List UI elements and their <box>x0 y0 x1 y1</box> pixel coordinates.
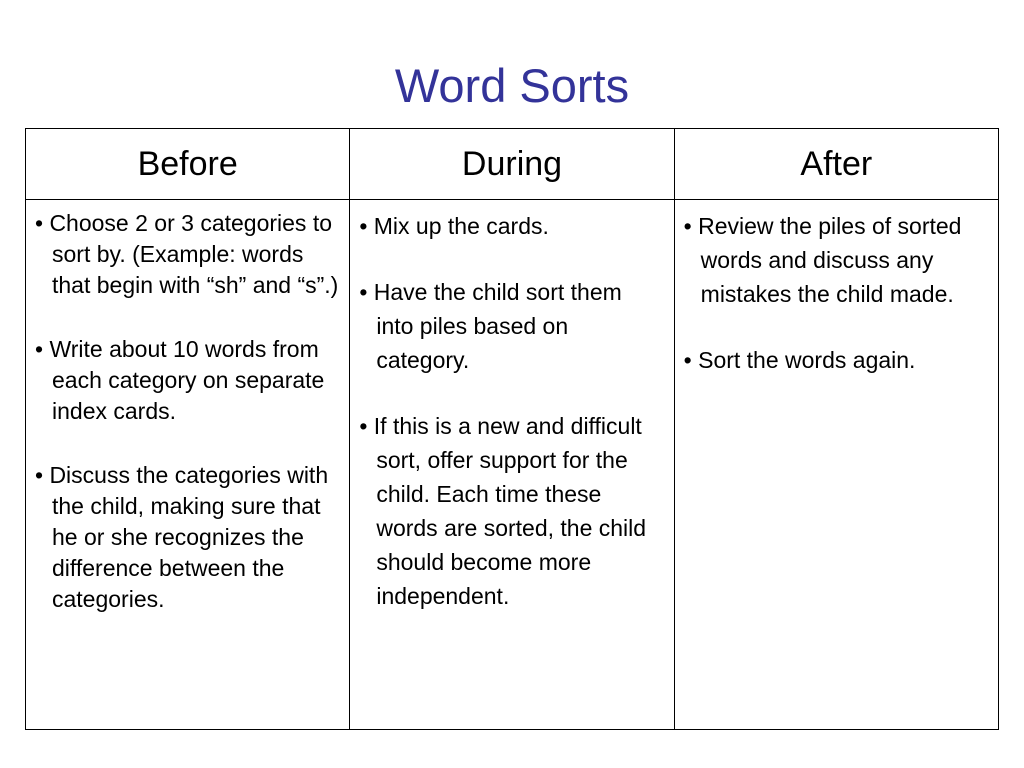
before-item: • Choose 2 or 3 categories to sort by. (Example: words that begin with “sh” and “s”.) <box>35 210 339 298</box>
after-item: • Sort the words again. <box>683 347 916 373</box>
during-cell <box>350 200 674 730</box>
during-item: • Mix up the cards. <box>359 213 549 239</box>
word-sorts-table <box>25 128 999 730</box>
slide-title: Word Sorts <box>394 59 630 112</box>
during-item: • Have the child sort them into piles based on category. <box>359 279 622 373</box>
header-after: After <box>674 129 998 200</box>
before-cell <box>26 200 350 730</box>
before-item: • Write about 10 words from each category on separate index cards. <box>35 336 325 424</box>
before-item: • Discuss the categories with the child, making sure that he or she recognizes the difference between the categories. <box>35 462 329 612</box>
after-cell <box>674 200 998 730</box>
after-item: • Review the piles of sorted words and discuss any mistakes the child made. <box>683 213 962 307</box>
header-before: Before <box>26 129 350 200</box>
during-item: • If this is a new and difficult sort, offer support for the child. Each time these words are sorted, the child should become more independent. <box>359 413 647 609</box>
header-row <box>26 129 999 200</box>
content-row <box>26 200 999 730</box>
header-during: During <box>350 129 674 200</box>
